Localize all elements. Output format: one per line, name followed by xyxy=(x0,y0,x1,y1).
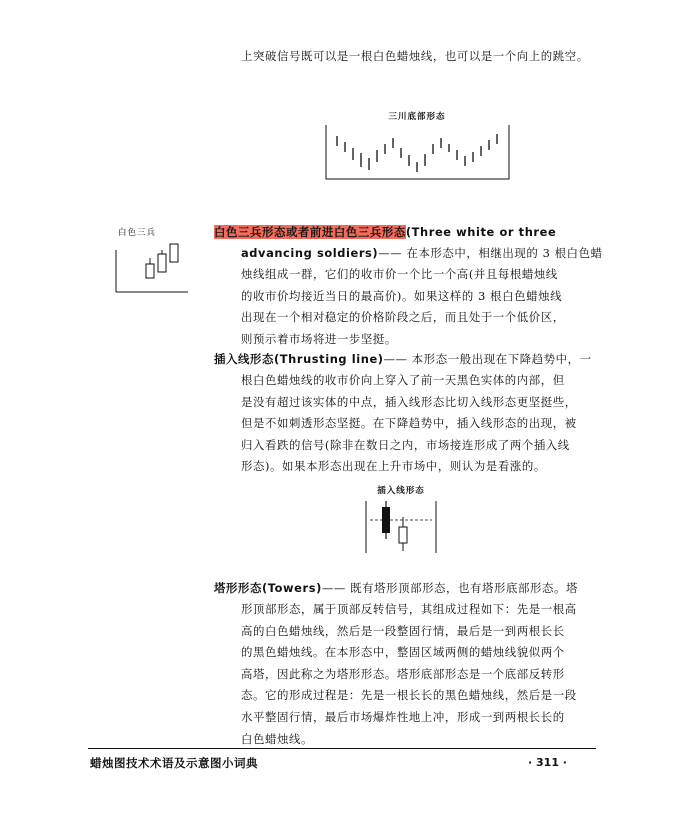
thrusting-body-a: —— 本形态一般出现在下降趋势中，一 xyxy=(383,352,592,366)
figure-thrusting-chart xyxy=(362,495,440,557)
text-line: 高的白色蜡烛线，然后是一段整固行情，最后是一到两根长长 xyxy=(241,623,565,638)
text-line: 是没有超过该实体的中点，插入线形态比切入线形态更坚挺些， xyxy=(241,394,577,409)
text-line: 白色蜡烛线。 xyxy=(241,731,313,746)
towers-body xyxy=(241,599,601,750)
intro-paragraph: 上突破信号既可以是一根白色蜡烛线，也可以是一个向上的跳空。 xyxy=(241,49,589,63)
text-line: 根白色蜡烛线的收市价向上穿入了前一天黑色实体的内部，但 xyxy=(241,373,565,387)
figure-three-rivers-chart xyxy=(323,122,513,184)
text-line: 但是不如刺透形态坚挺。在下降趋势中，插入线形态的出现，被 xyxy=(241,416,577,431)
footer-book-title: 蜡烛图技术术语及示意图小词典 xyxy=(90,756,258,770)
towers-first-line xyxy=(214,578,599,600)
thrusting-body xyxy=(241,370,601,478)
thrusting-first-line xyxy=(214,349,599,371)
footer-rule xyxy=(88,748,596,749)
white-soldiers-first-line xyxy=(214,222,594,244)
text-line: 则预示着市场将进一步坚挺。 xyxy=(241,331,397,346)
thrusting-white-candle xyxy=(399,527,407,543)
white-soldiers-body xyxy=(241,264,597,350)
thrusting-term: 插入线形态 xyxy=(214,352,274,366)
white-soldiers-english-b: advancing soldiers) xyxy=(241,246,379,260)
text-line: 态。它的形成过程是：先是一根长长的黑色蜡烛线，然后是一段 xyxy=(241,688,577,703)
thrusting-black-candle xyxy=(382,507,390,533)
white-soldiers-term: 白色三兵形态或者前进白色三兵形态 xyxy=(214,225,406,239)
text-line: 烛线组成一群，它们的收市价一个比一个高(并且每根蜡烛线 xyxy=(241,267,558,281)
three-rivers-candles xyxy=(337,134,497,172)
thrusting-english: (Thrusting line) xyxy=(273,352,384,366)
towers-term: 塔形形态 xyxy=(214,581,262,595)
text-line: 高塔，因此称之为塔形形态。塔形底部形态是一个底部反转形 xyxy=(241,666,565,681)
text-line: 的收市价均接近当日的最高价)。如果这样的 3 根白色蜡烛线 xyxy=(241,288,563,303)
towers-body-a: —— 既有塔形顶部形态，也有塔形底部形态。塔 xyxy=(321,581,578,595)
towers-english: (Towers) xyxy=(261,581,322,595)
footer-page-number: · 311 · xyxy=(528,756,567,769)
text-line: 出现在一个相对稳定的价格阶段之后，而且处于一个低价区， xyxy=(241,310,565,325)
sidebar-white-soldiers-label: 白色三兵 xyxy=(118,228,157,238)
text-line: 的黑色蜡烛线。在本形态中，整固区域两侧的蜡烛线貌似两个 xyxy=(241,645,565,660)
white-soldiers-second-line xyxy=(241,243,603,265)
figure-thrusting-title: 插入线形态 xyxy=(377,486,425,496)
white-soldiers-english-a: (Three white or three xyxy=(405,225,557,239)
text-line: 水平整固行情，最后市场爆炸性地上冲，形成一到两根长长的 xyxy=(241,709,565,724)
text-line: 形顶部形态，属于顶部反转信号，其组成过程如下：先是一根高 xyxy=(241,602,577,616)
text-line: 归入看跌的信号(除非在数日之内，市场接连形成了两个插入线 xyxy=(241,437,570,452)
white-soldiers-body-a: —— 在本形态中，相继出现的 3 根白色蜡 xyxy=(378,246,603,260)
figure-white-soldiers xyxy=(110,240,192,296)
text-line: 形态)。如果本形态出现在上升市场中，则认为是看涨的。 xyxy=(241,459,546,474)
figure-three-rivers-title: 三川底部形态 xyxy=(388,112,446,122)
